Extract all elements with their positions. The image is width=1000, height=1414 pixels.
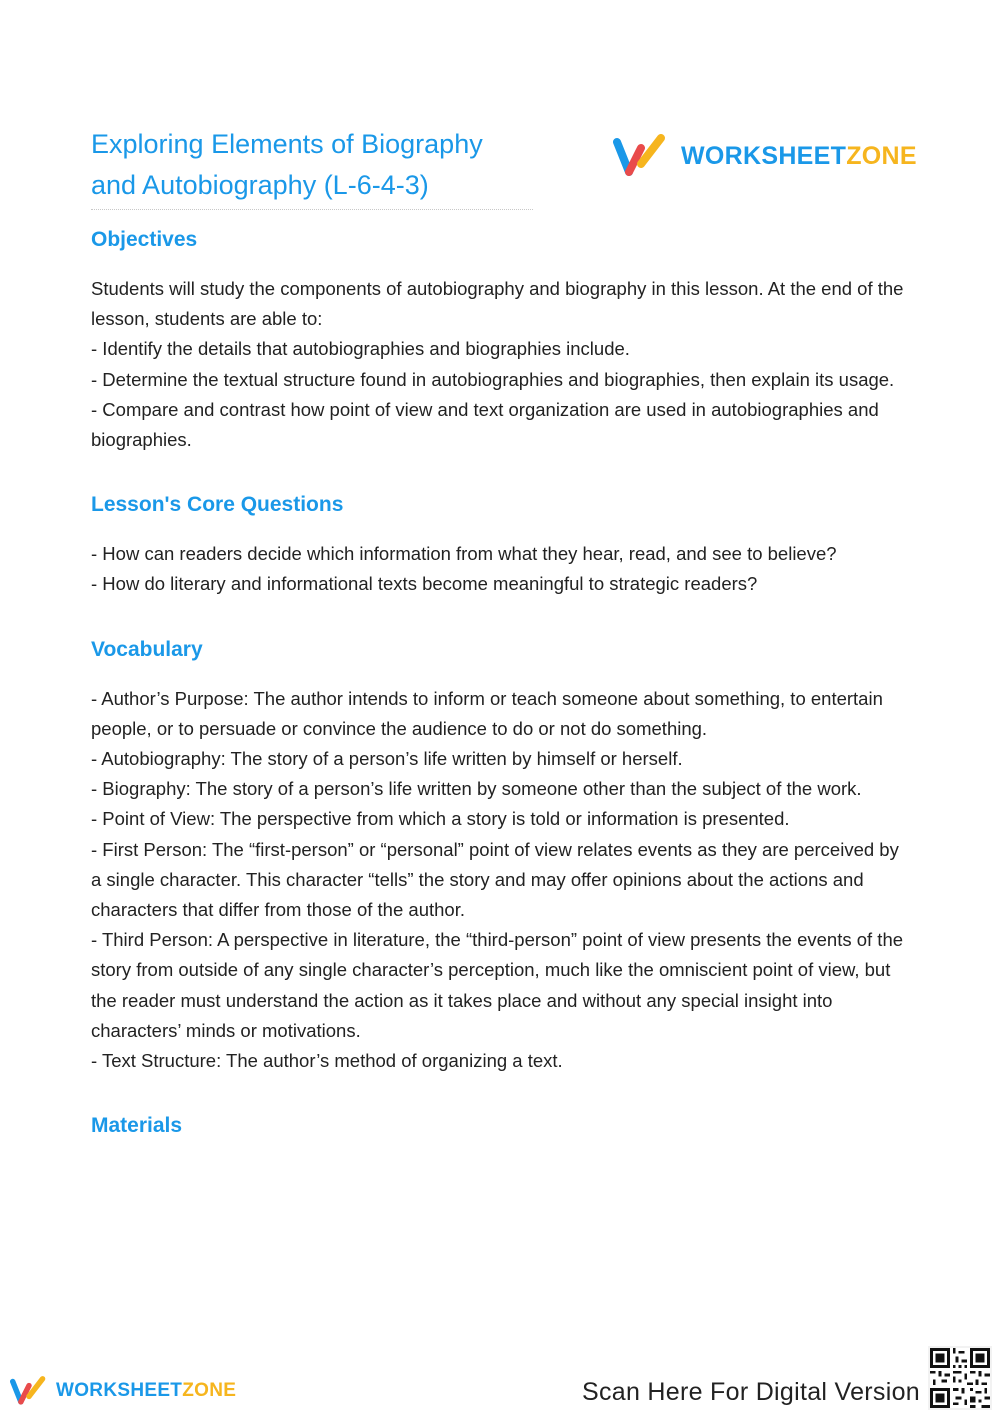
vocabulary-item: - Third Person: A perspective in literature, the “third-person” point of view presents the events of the story from outside of any single character’s perception, much like the omniscient point of view, but the reader must understand the action as it takes place and without any special insight into characters’ minds or motivations. — [91, 929, 904, 1041]
logo-word-zone: ZONE — [846, 141, 917, 170]
logo-wordmark — [681, 142, 917, 171]
core-question-line: - How do literary and informational texts become meaningful to strategic readers? — [91, 573, 758, 595]
vocabulary-heading: Vocabulary — [91, 637, 203, 661]
lesson-content — [91, 222, 906, 1144]
page-title: Exploring Elements of Biography and Autobiography (L-6-4-3) — [91, 129, 483, 200]
objectives-heading: Objectives — [91, 228, 198, 251]
qr-code-icon[interactable] — [928, 1346, 992, 1410]
page-footer — [0, 1340, 1000, 1414]
core-questions-body — [91, 539, 906, 599]
brand-logo — [613, 134, 917, 178]
vocabulary-item: - Biography: The story of a person’s life written by someone other than the subject of the work. — [91, 778, 862, 800]
vocabulary-item: - Autobiography: The story of a person’s life written by himself or herself. — [91, 748, 683, 770]
footer-logo-wordmark — [56, 1380, 236, 1402]
scan-instruction: Scan Here For Digital Version — [581, 1378, 920, 1406]
worksheetzone-logo-icon — [613, 134, 669, 178]
core-questions-heading: Lesson's Core Questions — [91, 493, 344, 517]
worksheetzone-logo-icon — [10, 1376, 48, 1406]
logo-word-zone: ZONE — [182, 1380, 237, 1401]
objectives-line: - Identify the details that autobiographies and biographies include. — [91, 338, 630, 360]
logo-word-worksheet: WORKSHEET — [56, 1380, 183, 1401]
title-divider — [91, 209, 533, 210]
objectives-line: - Determine the textual structure found in autobiographies and biographies, then explain its usage. — [91, 368, 895, 390]
footer-brand-logo — [10, 1376, 236, 1406]
vocabulary-item: - First Person: The “first-person” or “personal” point of view relates events as they are perceived by a single character. This character “tells” the story and may offer opinions about the actions and characters that differ from those of the author. — [91, 838, 899, 921]
vocabulary-item: - Text Structure: The author’s method of organizing a text. — [91, 1050, 563, 1072]
vocabulary-body — [91, 684, 906, 1077]
materials-heading: Materials — [91, 1114, 183, 1138]
page-header — [91, 124, 917, 214]
core-question-line: - How can readers decide which information from what they hear, read, and see to believe? — [91, 543, 837, 565]
objectives-line: - Compare and contrast how point of view and text organization are used in autobiographies and biographies. — [91, 398, 879, 451]
vocabulary-item: - Point of View: The perspective from which a story is told or information is presented. — [91, 808, 790, 830]
vocabulary-item: - Author’s Purpose: The author intends to inform or teach someone about something, to entertain people, or to persuade or convince the audience to do or not do something. — [91, 687, 883, 739]
logo-word-worksheet: WORKSHEET — [681, 141, 847, 170]
objectives-body — [91, 274, 906, 455]
objectives-line: Students will study the components of autobiography and biography in this lesson. At the end of the lesson, students are able to: — [91, 278, 904, 330]
